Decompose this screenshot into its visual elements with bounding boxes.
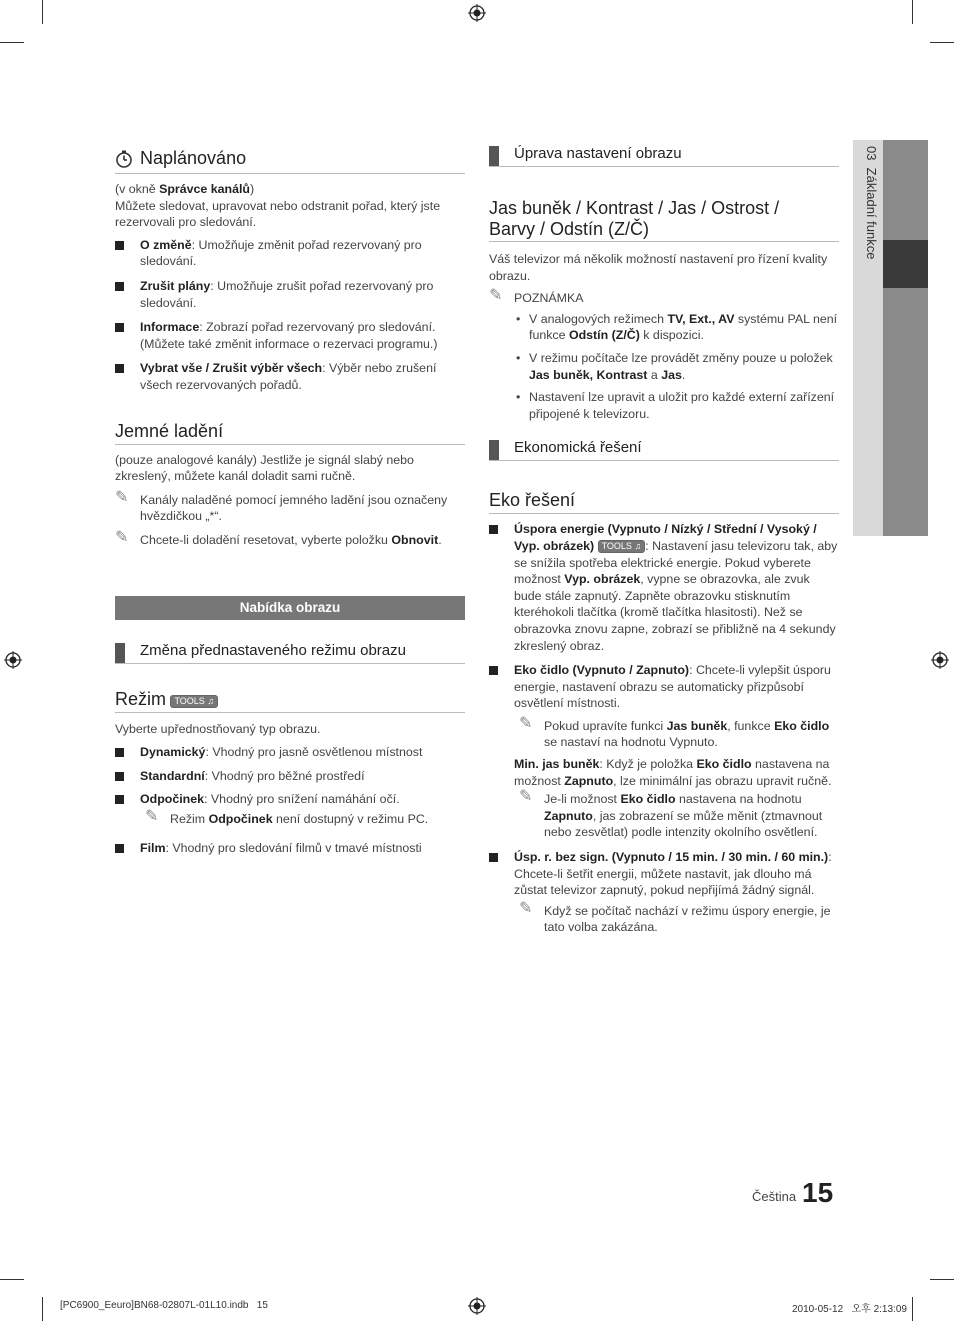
footer-file: [PC6900_Eeuro]BN68-02807L-01L10.indb 15 (60, 1300, 268, 1311)
list-item: Dynamický: Vhodný pro jasně osvětlenou místnost (115, 744, 465, 761)
note-bullet: • V režimu počítače lze provádět změny pouze u položek Jas buněk, Kontrast a Jas. (514, 350, 839, 383)
note-pencil-icon: ✎ (519, 788, 533, 806)
side-tab-block (883, 140, 928, 536)
list-item: Film: Vhodný pro sledování filmů v tmavé místnosti (115, 840, 465, 857)
note-heading: ✎ POZNÁMKA (489, 287, 584, 306)
subsection-heading (115, 641, 465, 664)
jas-intro: Váš televizor má několik možností nastavení pro řízení kvality obrazu. (489, 252, 828, 283)
subsection-title: Úprava nastavení obrazu (514, 145, 682, 162)
list-item: Odpočinek: Vhodný pro snížení namáhání očí. (115, 791, 465, 808)
jas-title-line2: Barvy / Odstín (Z/Č) (489, 219, 650, 239)
jas-title-line1: Jas buněk / Kontrast / Jas / Ostrost / (489, 198, 780, 218)
min-jas-paragraph: Min. jas buněk: Když je položka Eko čidlo nastavena na možnost Zapnuto, lze minimální jas obrazu upravit ručně. (514, 757, 832, 788)
tools-icon: ♫ (207, 695, 215, 706)
jas-heading (489, 198, 839, 240)
note: ✎ Je-li možnost Eko čidlo nastavena na hodnotu Zapnuto, jas zobrazení se může měnit (ztmavnout nebo zesvětlat) podle intenzity okolního osvětlení. (519, 788, 823, 840)
right-column (489, 144, 839, 936)
crop-mark (930, 1279, 954, 1280)
naplanovano-heading (115, 148, 465, 172)
subsection-title: Změna přednastaveného režimu obrazu (140, 641, 406, 659)
crop-mark (912, 1297, 913, 1321)
note: ✎ Kanály naladěné pomocí jemného ladění jsou označeny hvězdičkou „*“. (115, 488, 448, 524)
note-pencil-icon: ✎ (145, 807, 159, 825)
subsection-heading (489, 438, 839, 461)
clock-icon (115, 150, 133, 168)
registration-mark-icon (468, 1297, 486, 1315)
subsection-title: Ekonomická řešení (514, 439, 642, 457)
registration-mark-icon (931, 651, 949, 669)
subsection-bar (489, 146, 499, 166)
registration-mark-icon (4, 651, 22, 669)
note-pencil-icon: ✎ (115, 488, 129, 506)
tools-badge: TOOLS ♫ (598, 540, 646, 553)
note-pencil-icon: ✎ (519, 714, 533, 732)
note: ✎ Když se počítač nachází v režimu úspory energie, je tato volba zakázána. (519, 899, 831, 935)
list-item: Zrušit plány: Umožňuje zrušit pořad rezervovaný pro sledování. (115, 278, 465, 311)
naplanovano-context: (v okně Správce kanálů) (115, 182, 255, 196)
page-number: 15 (802, 1177, 834, 1208)
tools-icon: ♫ (634, 540, 642, 551)
crop-mark (42, 1297, 43, 1321)
jemne-title: Jemné ladění (115, 420, 224, 441)
left-column (115, 148, 465, 857)
note: ✎ Režim Odpočinek není dostupný v režimu PC. (145, 807, 429, 826)
crop-mark (912, 0, 913, 24)
side-tab-active (883, 240, 928, 288)
footer-language: Čeština (752, 1189, 797, 1204)
note-bullet: • Nastavení lze upravit a uložit pro každé externí zařízení připojené k televizoru. (514, 389, 839, 422)
list-item: Informace: Zobrazí pořad rezervovaný pro sledování. (Můžete také změnit informace o rezervaci programu.) (115, 319, 465, 352)
note-pencil-icon: ✎ (489, 287, 503, 305)
subsection-heading (489, 144, 839, 167)
naplanovano-title: Naplánováno (140, 148, 247, 168)
list-item: Eko čidlo (Vypnuto / Zapnuto): Chcete-li vylepšit úsporu energie, nastavení obrazu se automaticky přizpůsobí osvětlení místnosti. (489, 662, 839, 712)
list-item: Úsp. r. bez sign. (Vypnuto / 15 min. / 30 min. / 60 min.): Chcete-li šetřit energii, můžete nastavit, jak dlouho má zůstat televizor zapnutý, pokud nepřijímá žádný signál. (489, 849, 839, 899)
note-bullet: • V analogových režimech TV, Ext., AV systému PAL není funkce Odstín (Z/Č) k dispozici. (514, 311, 839, 344)
crop-mark (0, 1279, 24, 1280)
rezim-heading (115, 689, 465, 710)
naplanovano-intro: Můžete sledovat, upravovat nebo odstranit pořad, který jste rezervovali pro sledování. (115, 198, 441, 230)
footer-date: 2010-05-12 오후 2:13:09 (792, 1304, 907, 1315)
note-pencil-icon: ✎ (115, 528, 129, 546)
side-tab-label: 03 Základní funkce (864, 146, 879, 260)
list-item: Standardní: Vhodný pro běžné prostředí (115, 768, 465, 785)
crop-mark (930, 42, 954, 43)
registration-mark-icon (468, 4, 486, 22)
list-item: O změně: Umožňuje změnit pořad rezervovaný pro sledování. (115, 237, 465, 270)
list-item: Úspora energie (Vypnuto / Nízký / Střední / Vysoký / Vyp. obrázek) TOOLS ♫ : Nastavení jasu televizoru tak, aby se snížila spotřeba elektrické energie. Pokud vyberete možnost Vyp. obrázek, vypne se obrazovka, ale zvuk bude stále zapnutý. Zapněte obrazovku stisknutím kteréhokoli tlačítka (kromě tlačítka hlasitosti). Než se obrazovka znovu zapne, zobrazí se přibližně na 4 sekundy zkreslený obraz. (489, 521, 839, 654)
crop-mark (42, 0, 43, 24)
note-pencil-icon: ✎ (519, 899, 533, 917)
note: ✎ Pokud upravíte funkci Jas buněk, funkce Eko čidlo se nastaví na hodnotu Vypnuto. (519, 714, 830, 750)
eko-title: Eko řešení (489, 490, 576, 511)
subsection-bar (489, 440, 499, 460)
jemne-heading (115, 421, 465, 442)
jemne-intro: (pouze analogové kanály) Jestliže je signál slabý nebo zkreslený, můžete kanál doladit sami ručně. (115, 452, 414, 484)
list-item: Vybrat vše / Zrušit výběr všech: Výběr nebo zrušení všech rezervovaných pořadů. (115, 360, 465, 393)
tools-badge: TOOLS ♫ (170, 695, 218, 708)
crop-mark (0, 42, 24, 43)
subsection-bar (115, 643, 125, 663)
rezim-intro: Vyberte upřednostňovaný typ obrazu. (115, 721, 321, 736)
section-banner: Nabídka obrazu (115, 596, 465, 620)
eko-heading (489, 490, 839, 511)
rezim-title: Režim (115, 688, 167, 709)
note: ✎ Chcete-li doladění resetovat, vyberte položku Obnovit. (115, 528, 442, 547)
side-tab (853, 140, 883, 536)
